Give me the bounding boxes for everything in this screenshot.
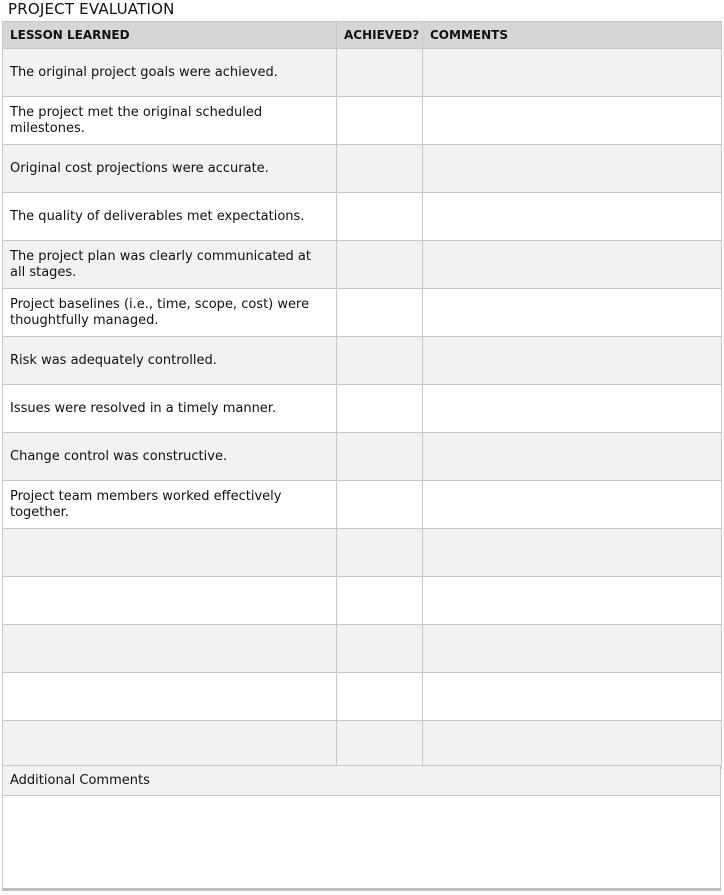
additional-comments-section (2, 765, 721, 890)
lesson-cell: Change control was constructive. (3, 433, 337, 481)
lesson-cell: Original cost projections were accurate. (3, 145, 337, 193)
lesson-cell: The project met the original scheduled milestones. (3, 97, 337, 145)
table-header-row (3, 22, 722, 49)
table-row (3, 97, 722, 145)
achieved-cell[interactable] (337, 49, 423, 97)
lesson-cell (3, 529, 337, 577)
lesson-cell: The original project goals were achieved. (3, 49, 337, 97)
achieved-cell[interactable] (337, 289, 423, 337)
comments-cell[interactable] (423, 97, 722, 145)
lesson-cell: The quality of deliverables met expectations. (3, 193, 337, 241)
evaluation-table (2, 21, 722, 769)
comments-cell[interactable] (423, 433, 722, 481)
lesson-cell (3, 673, 337, 721)
achieved-cell[interactable] (337, 337, 423, 385)
table-body (3, 49, 722, 769)
achieved-cell[interactable] (337, 529, 423, 577)
lesson-cell (3, 625, 337, 673)
comments-cell[interactable] (423, 145, 722, 193)
table-row (3, 241, 722, 289)
table-row (3, 337, 722, 385)
lesson-cell: Project team members worked effectively together. (3, 481, 337, 529)
lesson-cell: Issues were resolved in a timely manner. (3, 385, 337, 433)
bottom-divider (2, 888, 721, 891)
table-row (3, 529, 722, 577)
comments-cell[interactable] (423, 529, 722, 577)
table-row (3, 145, 722, 193)
achieved-cell[interactable] (337, 577, 423, 625)
achieved-cell[interactable] (337, 721, 423, 769)
comments-cell[interactable] (423, 289, 722, 337)
achieved-cell[interactable] (337, 433, 423, 481)
comments-cell[interactable] (423, 385, 722, 433)
table-row (3, 433, 722, 481)
achieved-cell[interactable] (337, 193, 423, 241)
table-row (3, 673, 722, 721)
achieved-cell[interactable] (337, 481, 423, 529)
lesson-cell: The project plan was clearly communicated at all stages. (3, 241, 337, 289)
header-comments: COMMENTS (423, 22, 722, 49)
comments-cell[interactable] (423, 193, 722, 241)
lesson-cell: Project baselines (i.e., time, scope, cost) were thoughtfully managed. (3, 289, 337, 337)
achieved-cell[interactable] (337, 385, 423, 433)
table-row (3, 577, 722, 625)
lesson-cell (3, 721, 337, 769)
comments-cell[interactable] (423, 721, 722, 769)
header-achieved: ACHIEVED? (337, 22, 423, 49)
comments-cell[interactable] (423, 337, 722, 385)
header-lesson-learned: LESSON LEARNED (3, 22, 337, 49)
achieved-cell[interactable] (337, 673, 423, 721)
lesson-cell: Risk was adequately controlled. (3, 337, 337, 385)
comments-cell[interactable] (423, 481, 722, 529)
table-row (3, 385, 722, 433)
table-row (3, 193, 722, 241)
comments-cell[interactable] (423, 577, 722, 625)
lesson-cell (3, 577, 337, 625)
comments-cell[interactable] (423, 241, 722, 289)
comments-cell[interactable] (423, 49, 722, 97)
achieved-cell[interactable] (337, 625, 423, 673)
page-title: PROJECT EVALUATION (8, 0, 175, 18)
achieved-cell[interactable] (337, 241, 423, 289)
table-row (3, 625, 722, 673)
table-row (3, 721, 722, 769)
table-row (3, 289, 722, 337)
table-row (3, 49, 722, 97)
comments-cell[interactable] (423, 625, 722, 673)
achieved-cell[interactable] (337, 97, 423, 145)
additional-comments-label: Additional Comments (3, 766, 720, 796)
comments-cell[interactable] (423, 673, 722, 721)
table-row (3, 481, 722, 529)
achieved-cell[interactable] (337, 145, 423, 193)
additional-comments-field[interactable] (3, 796, 720, 890)
